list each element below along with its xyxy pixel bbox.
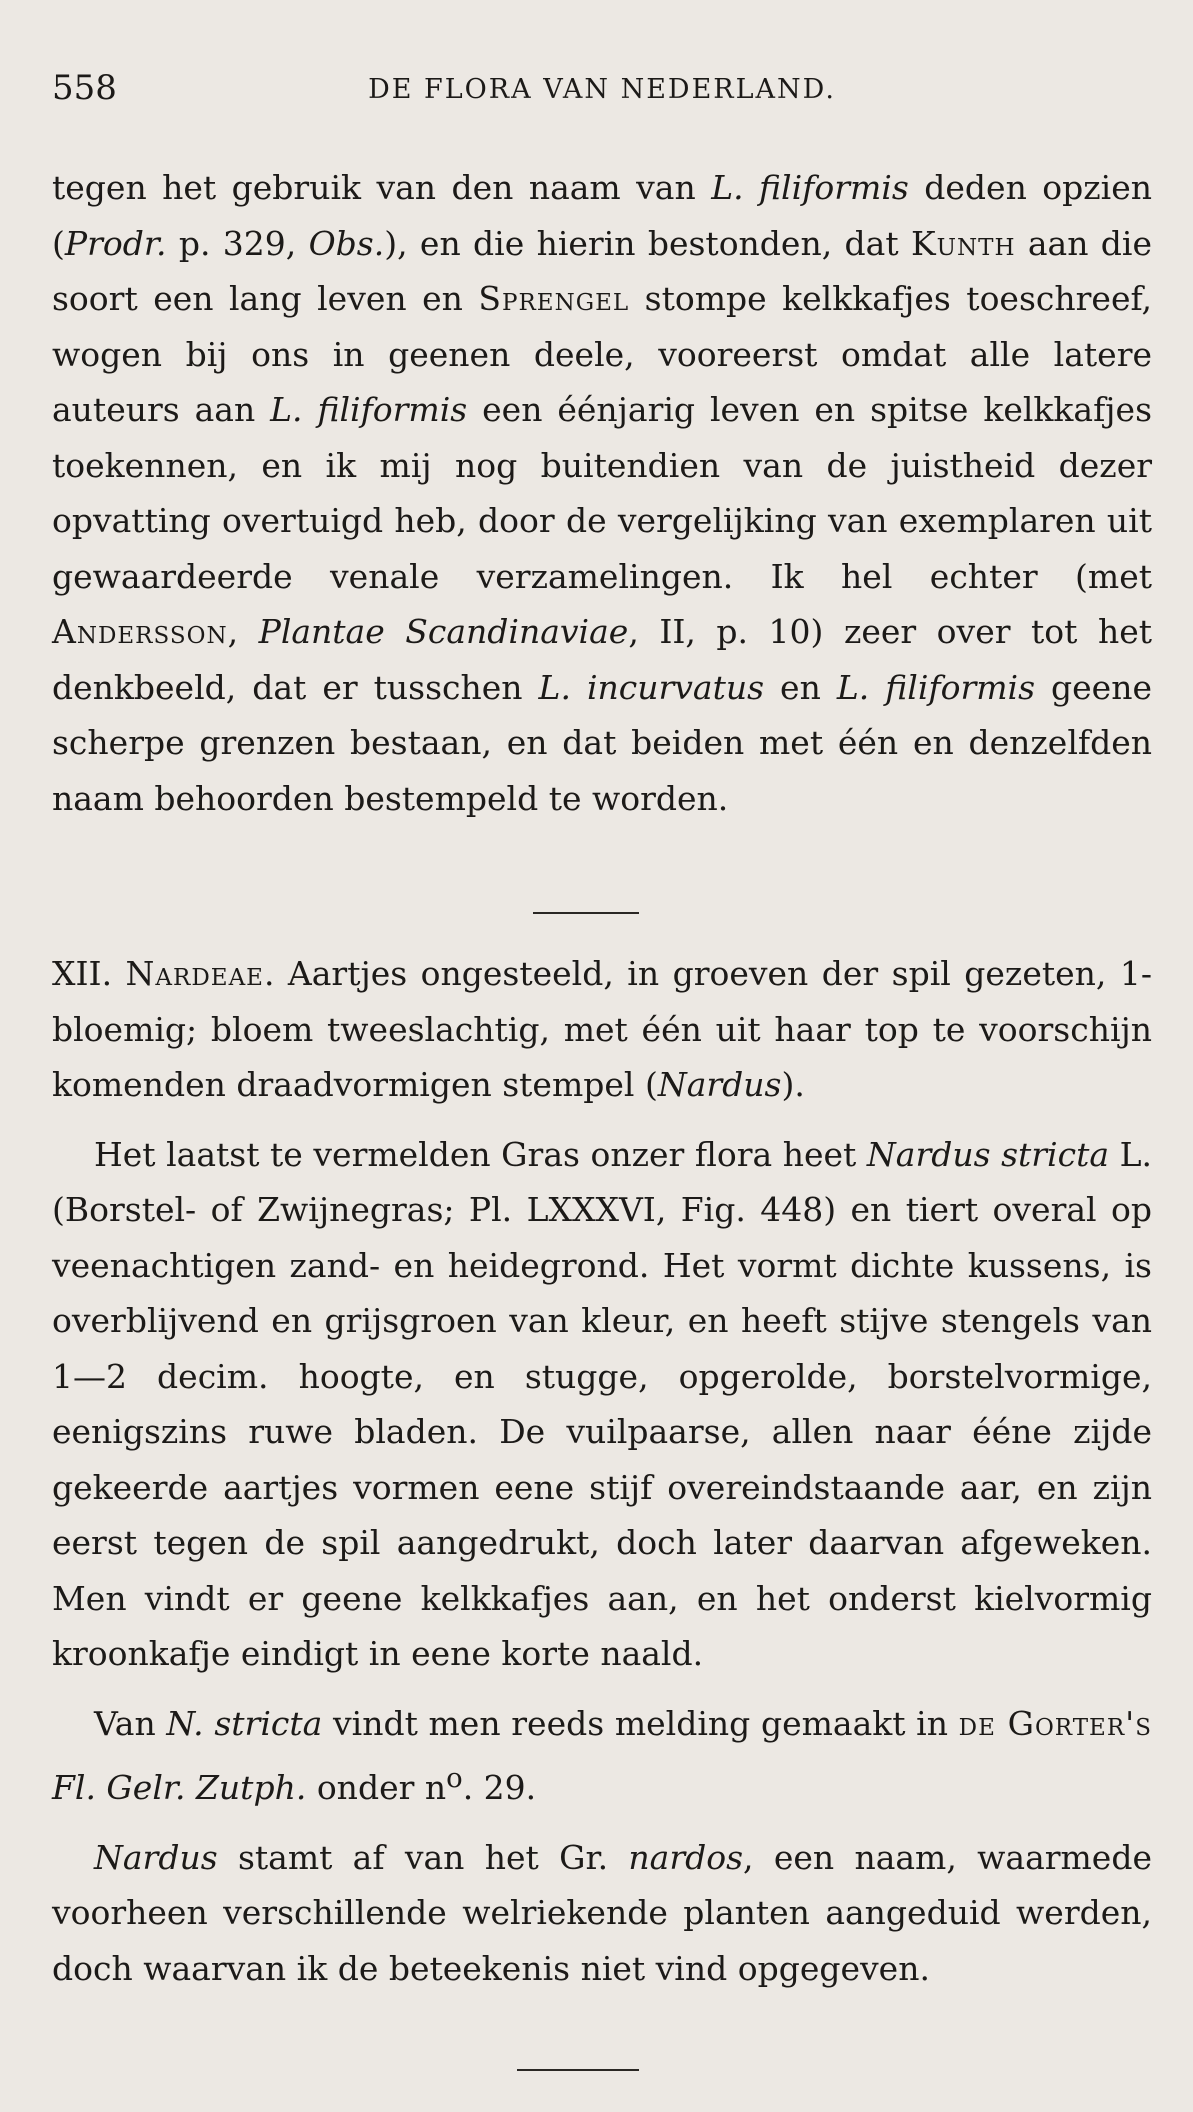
page-number: 558 [52,68,117,108]
italic-run: Prodr. [64,223,167,263]
italic-run: L. incurvatus [538,667,765,707]
text-run: deden opzien ( [52,168,1152,263]
paragraph-history [52,1696,1152,1816]
text-run: onder n [306,1768,447,1807]
paragraph-nardus-description [52,1127,1152,1682]
italic-run: Nardus [657,1065,782,1104]
small-caps-name: Andersson [52,612,228,651]
text-run: vindt men reeds melding gemaakt in [322,1703,959,1743]
text-run: . 29. [462,1768,537,1807]
small-caps-name: Kunth [910,223,1016,263]
paragraph-continuation [52,160,1152,826]
superscript: o [446,1762,463,1794]
italic-run: Plantae Scandinaviae [258,612,629,651]
text-run: ). [781,1065,805,1104]
text-run: XII. [52,954,126,993]
text-run: geene scherpe grenzen bestaan, en dat beiden met één en denzelfden naam behoorden bestempeld te worden. [52,667,1152,818]
text-run: tegen het gebruik van den naam van [52,168,712,207]
text-run: p. 329, [166,223,309,263]
italic-run: L. filiformis [836,667,1036,707]
italic-run: nardos [628,1837,744,1877]
italic-run: Obs. [308,223,385,263]
italic-run: Nardus [94,1837,218,1877]
paragraph-section-heading [52,946,1152,1113]
text-run: ), en die hierin bestonden, dat [384,223,911,263]
running-head: DE FLORA VAN NEDERLAND. [368,74,836,105]
end-divider [517,2069,639,2071]
small-caps-name: de Gorter's [958,1703,1152,1743]
text-run: , [227,612,259,651]
section-divider [533,912,639,914]
text-run: . Aartjes ongesteeld, in groeven der spil gezeten, 1-bloemig; bloem tweeslachtig, met één uit haar top te voorschijn komenden draadvormigen stempel ( [52,954,1152,1104]
italic-run: Nardus stricta [866,1134,1110,1174]
text-run: Van [94,1703,167,1743]
italic-run: L. filiformis [270,390,468,429]
text-run: , II, p. 10) zeer over tot het denkbeeld, dat er tusschen [52,612,1152,707]
small-caps-name: Sprengel [478,279,630,318]
italic-run: N. stricta [166,1703,323,1743]
text-run: stamt af van het Gr. [217,1837,629,1877]
body-text [52,160,1152,1996]
text-run: stompe kelkkafjes toeschreef, wogen bij ons in geenen deele, vooreerst omdat alle latere auteurs aan [52,279,1152,429]
text-run: aan die soort een lang leven en [52,223,1152,318]
text-run: L. (Borstel- of Zwijnegras; Pl. LXXXVI, Fig. 448) en tiert overal op veenachtigen zand- en heidegrond. Het vormt dichte kussens, is overblijvend en grijsgroen van kleur, en heeft stijve stengels van 1—2 decim. hoogte, en stugge, opgerolde, borstelvormige, eenigszins ruwe bladen. De vuilpaarse, allen naar ééne zijde gekeerde aartjes vormen eene stijf overeindstaande aar, en zijn eerst tegen de spil aangedrukt, doch later daarvan afgeweken. Men vindt er geene kelkkafjes aan, en het onderst kielvormig kroonkafje eindigt in eene korte naald. [52,1134,1152,1673]
italic-run: Fl. Gelr. Zutph. [52,1768,307,1807]
italic-run: L. filiformis [711,168,909,207]
text-run: een éénjarig leven en spitse kelkkafjes toekennen, en ik mij nog buitendien van de juistheid dezer opvatting overtuigd heb, door de vergelijking van exemplaren uit gewaardeerde venale verzamelingen. Ik hel echter (met [52,390,1153,596]
small-caps-name: Nardeae [125,954,264,993]
text-run: , een naam, waarmede voorheen verschillende welriekende planten aangeduid werden, doch waarvan ik de beteekenis niet vind opgegeven. [52,1837,1152,1988]
text-run: en [764,667,837,707]
page-header [52,68,1152,118]
paragraph-etymology [52,1830,1152,1997]
text-run: Het laatst te vermelden Gras onzer flora heet [94,1134,867,1174]
